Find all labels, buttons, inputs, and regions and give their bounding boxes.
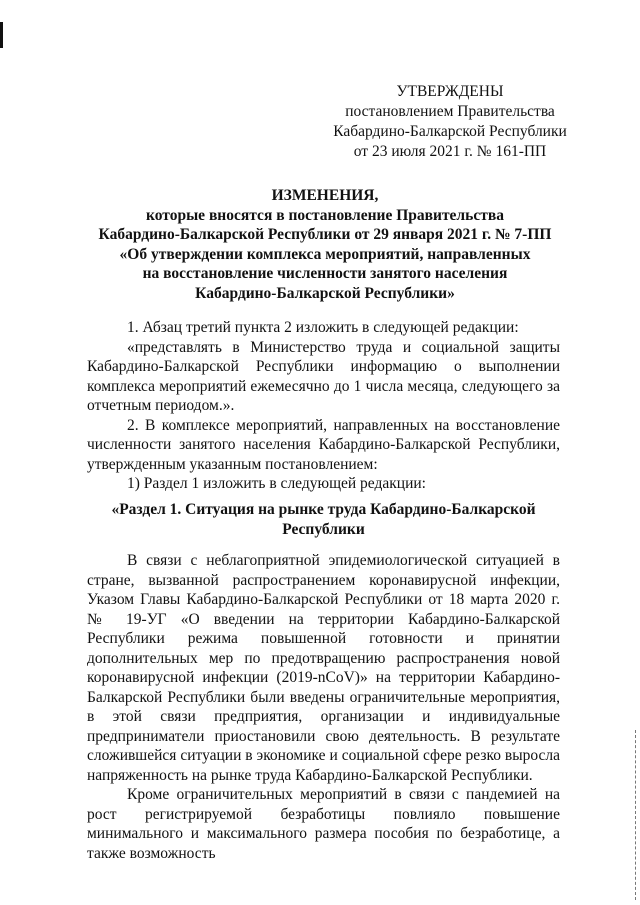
title-heading: ИЗМЕНЕНИЯ, [271, 187, 379, 204]
scan-edge-mark [0, 22, 3, 48]
document-title [60, 186, 590, 303]
amendment-item-1: 1. Абзац третий пункта 2 изложить в следующей редакции: [127, 319, 519, 336]
approval-heading: УТВЕРЖДЕНЫ [396, 83, 504, 100]
amendment-item-2: 2. В комплексе мероприятий, направленных на восстановление численности занятого населения Кабардино-Балкарской Республики, утвержденным указанным постановлением: [87, 416, 560, 473]
title-line: Кабардино-Балкарской Республики от 29 января 2021 г. № 7-ПП [98, 226, 552, 243]
approval-date-number: от 23 июля 2021 г. № 161-ПП [353, 143, 547, 160]
section-title-line: «Раздел 1. Ситуация на рынке труда Кабардино-Балкарской [111, 501, 536, 518]
section-paragraph: В связи с неблагоприятной эпидемиологической ситуацией в стране, вызванной распространением коронавирусной инфекции, Указом Главы Кабардино-Балкарской Республики от 18 марта 2020 г. № 19-УГ «О введении на территории Кабардино-Балкарской Республики режима повышенной готовности и принятии дополнительных мер по предотвращению распространения новой коронавирусной инфекции (2019-nCoV)» на территории Кабардино-Балкарской Республики были введены ограничительные мероприятия, в этой связи предприятия, организации и индивидуальные предприниматели приостановили свою деятельность. В результате сложившейся ситуации в экономике и социальной сфере резко выросла напряженность на рынке труда Кабардино-Балкарской Республики. [87, 552, 560, 784]
approval-line: постановлением Правительства [345, 103, 555, 120]
section-title-line: Республики [282, 520, 365, 538]
amendment-item-1-text: «представлять в Министерство труда и социальной защиты Кабардино-Балкарской Республики информацию о выполнении комплекса мероприятий ежемесячно до 1 числа месяца, следующего за отчетным периодом.». [87, 338, 560, 414]
title-line: на восстановление численности занятого населения [142, 265, 508, 282]
title-line: «Об утверждении комплекса мероприятий, направленных [119, 245, 531, 263]
section-body [87, 551, 560, 863]
section-paragraph: Кроме ограничительных мероприятий в связи с пандемией на рост регистрируемой безработицы повлияло повышение минимального и максимального размера пособия по безработице, а также возможность [87, 786, 560, 862]
section-title [87, 500, 560, 539]
scan-edge-mark-right [635, 730, 638, 900]
approval-line: Кабардино-Балкарской Республики [333, 123, 567, 140]
approval-block [320, 82, 580, 162]
amendments-list [87, 318, 560, 494]
title-line: Кабардино-Балкарской Республики» [195, 284, 455, 302]
title-line: которые вносятся в постановление Правительства [146, 206, 504, 224]
amendment-item-2-sub: 1) Раздел 1 изложить в следующей редакции: [127, 475, 426, 492]
